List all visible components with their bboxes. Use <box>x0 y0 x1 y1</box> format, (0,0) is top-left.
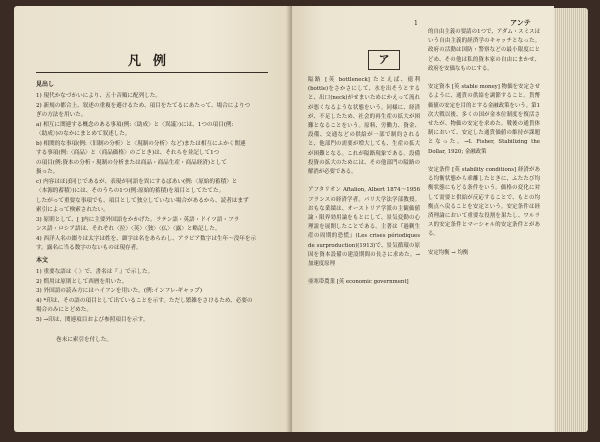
section-marker: ア <box>368 50 400 70</box>
section-heading-midashi: 見出し <box>36 81 55 88</box>
page-title: 凡例 <box>127 54 178 69</box>
midashi-line: 4) 西洋人名の綴りは太字は姓を、細字は名をあらわし、アラビア数字は生年〜没年を示 <box>36 235 257 242</box>
midashi-line: c) 内容はほぼ同じであるが、表現が同語を異にするばあい(例:〈原始的蓄積〉と <box>36 178 238 185</box>
page-edges <box>554 8 588 432</box>
honbun-line: 5) →印は、関連項目および参照項目を示す。 <box>36 316 149 323</box>
midashi-line: する事項(例:〈商品〉と〈商品価格〉のごとき)は、それらを並記して1つ <box>36 150 220 156</box>
midashi-section <box>36 92 276 254</box>
midashi-line: 〈助成〉)のなかにまとめて叙述した。 <box>36 131 131 137</box>
midashi-line: したがって重要な事項でも、項目として独立していない場合があるから、読者はまず <box>36 197 249 204</box>
running-head: アンテ <box>510 18 531 27</box>
title-rule <box>36 72 268 73</box>
midashi-line: 索引によって検索されたい。 <box>36 207 109 213</box>
column-1: 隘路 [英 bottleneck] たとえば、徳利(bottle)をさかさにして、水を出そうとすると、出口(neck)がせまいためにかえって流れが悪くなるような状態をいう。同様に、経済が、不足したため、社会的再生産の拡大が困難となることをいう。原料、労働力、資金、設備、交通などの供給が一部で制約されると、他部門の需要が増大しても、生産の拡大が困難となる。これが隘路現象である。設備投資の拡大のためには、その他部門の隘路の解消が必要である。 アフタリオン Aftalion, Albert 1874〜1956 フランスの経済学者。パリ大学法学部教授。おもな業績は、オーストリア学派の主観価値論・限界効用論をもとにして、景気変動の心理説を展開したことである。主著は『過剰生産の周期的恐慌』(Les crises périodiques de surproduction)(1913)で、景気循環の原因を資本設備の建設期間の長さに求めた。→加速度原理 亜寒帯農業 [英 economic government] <box>308 77 420 286</box>
honbun-line: 場合のみにとどめた。 <box>36 307 92 313</box>
midashi-line: ぎの方法を用いた。 <box>36 112 87 118</box>
right-page <box>292 6 554 432</box>
midashi-line: す。露名に当る数字のないものは現存者。 <box>36 245 142 251</box>
midashi-line: 〈本源的蓄積〉)には、そのうちの1つ(例:原始的蓄積)を項目としてたてた。 <box>36 188 225 194</box>
honbun-line: 1) 重要な語は〈 〉で、書名は『 』で示した。 <box>36 269 154 275</box>
column-2: 的自由主義の要請の1つで、アダム・スミスはいう自由主義的経済学のキャッチとなった。政府の活動は国防・警察などの最小限度にとどめ、その他は私的資本家の自由にまかせ、政府を安価なものにする。 安定資本 [英 stable money] 物価を安定させるように、通貨の供給を調節すること。貨幣価値の安定を目的とする金融政策をいう。第1次大戦以後、多くの国が金本位制度を復活させたが、物価の安定を求めた。戦後の通貨体制において、安定した通貨価値の維持が課題となった。→I. Fisher, Stabilizing the Dollar, 1920; 金融政策 安定条件 [英 stability conditions] 経済がある均衡状態から乖離したときに、ふたたび均衡状態にもどる条件をいう。価格の変化に対して需要と供給が反応することで、もとの均衡点へ戻ることを安定という。安定条件は経済理論において重要な役割を果たし、ワルラス的安定条件とマーシャル的安定条件とがある。 安定均衡 → 均衡 <box>428 29 540 256</box>
honbun-line: 3) 外国語の読み方にはハイフンを用いた。(例:インフレ-ギャップ) <box>36 288 203 294</box>
midashi-line: ンス語・ロシア語は、それぞれ〈拉〉〈英〉〈独〉〈仏〉〈露〉と略記した。 <box>36 226 221 232</box>
section-heading-honbun: 本文 <box>36 257 49 264</box>
page-number: 1 <box>414 20 418 27</box>
midashi-line: a) 相互に関連する概念のある事項(例:〈助成〉と〈異議〉)には、1つの項目(例: <box>36 121 234 128</box>
midashi-line: 2) 新規の都合上、叙述の重複を避けるため、項目をたてるにあたって、場合によりつ <box>36 102 251 109</box>
midashi-line: 3) 原則として、[ ]内に主要外国語をかかげた。ラテン語・英語・ドイツ語・フラ <box>36 216 240 223</box>
midashi-line: 1) 現代かなづかいにより、五十音順に配列した。 <box>36 93 161 99</box>
midashi-line: b) 相関的な事項(例:〈旧制の分析〉と〈現制の分析〉など)または相互にふかく関連 <box>36 140 246 147</box>
honbun-line: 2) 慣用は原則として西暦を用いた。 <box>36 278 128 285</box>
left-page <box>14 6 292 432</box>
midashi-line: 扱った。 <box>36 169 59 175</box>
honbun-section <box>36 268 276 325</box>
honbun-line: 4) *印は、その語の項目として出ていることを示す。ただし繁雑をさけるため、必要の <box>36 297 253 304</box>
index-note: 巻末に索引を付した。 <box>56 337 112 343</box>
midashi-line: の項目(例:資本の分析・現制の分析または商品・商品生産・商品経済)として <box>36 159 227 166</box>
